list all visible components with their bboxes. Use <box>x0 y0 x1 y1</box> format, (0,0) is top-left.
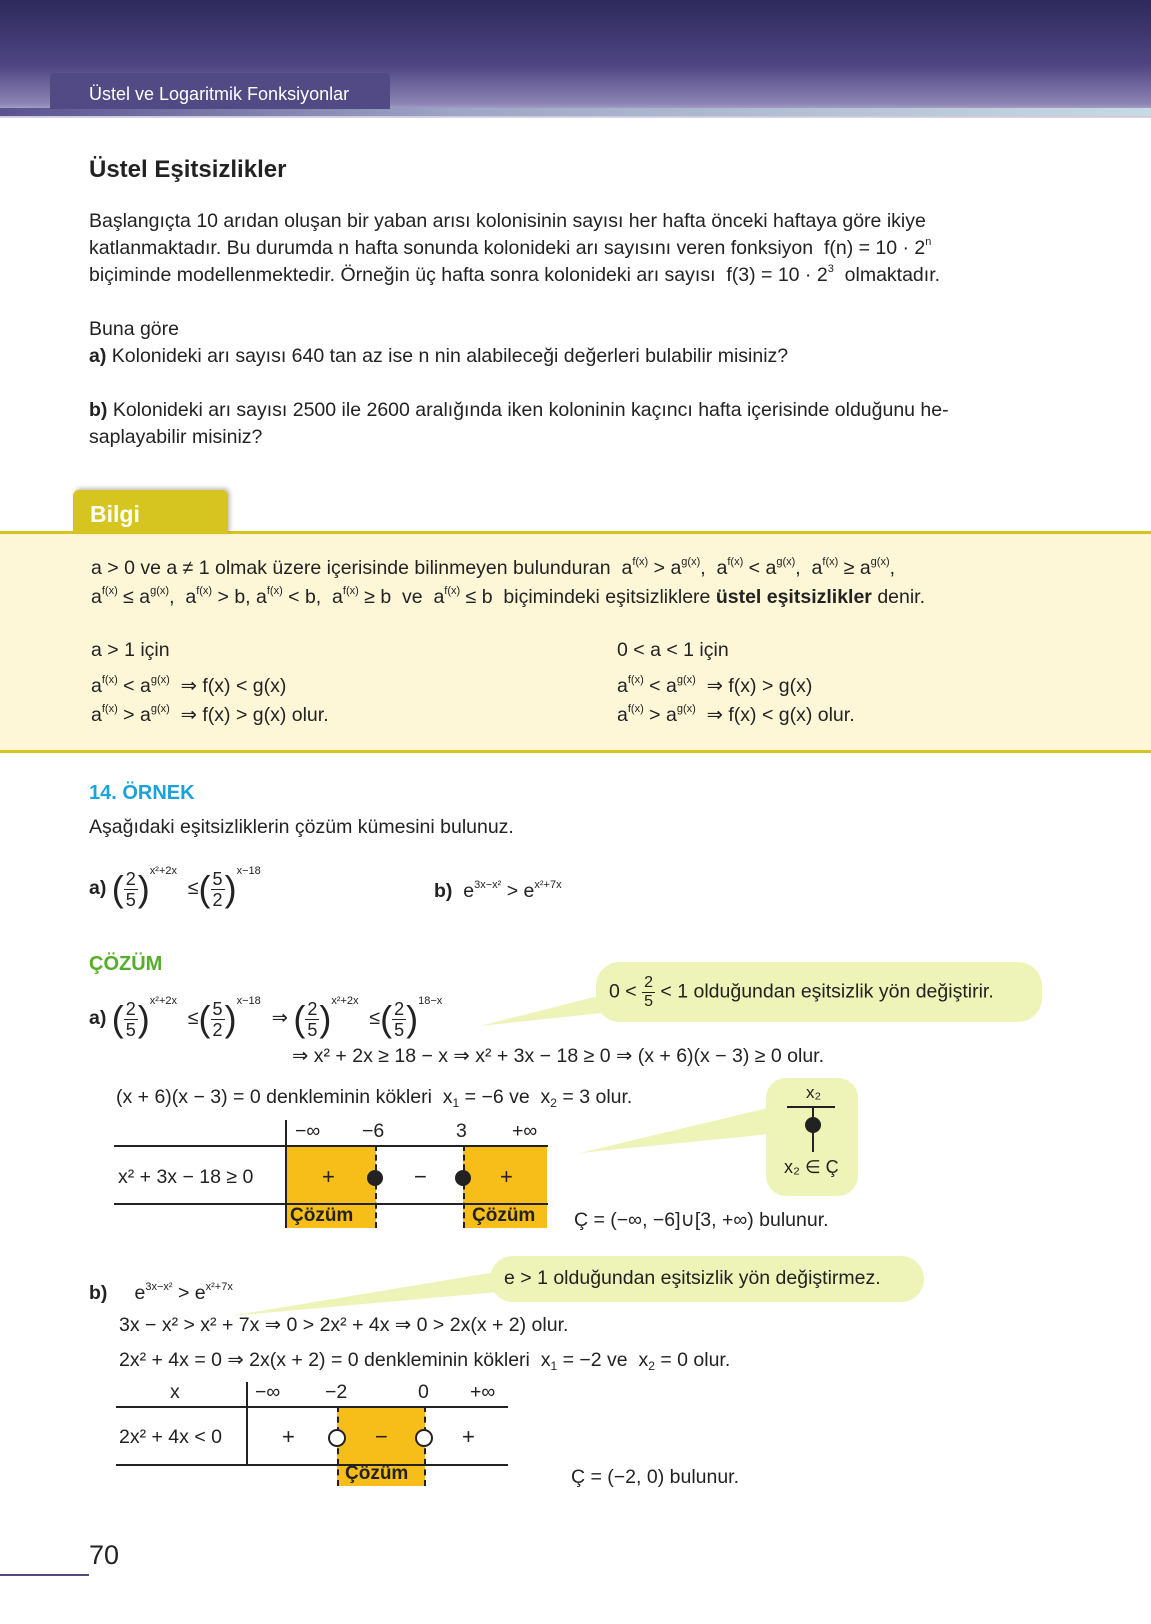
bilgi-right-r1: $a^{f(x)} < a^{g(x)}$ ⇒ f(x) > g(x) <box>617 674 813 697</box>
callout-b-text: e > 1 olduğundan eşitsizlik yön değiştirmez. <box>504 1267 881 1289</box>
solution-label: ÇÖZÜM <box>89 953 163 975</box>
bilgi-right-head: 0 < a < 1 için <box>617 639 729 661</box>
legend-pointer <box>580 1105 780 1155</box>
table-a-cozum-2: Çözüm <box>472 1205 536 1226</box>
table-b-bottom-line <box>116 1464 508 1466</box>
bilgi-left-r2: $a^{f(x)} > a^{g(x)}$ ⇒ f(x) > g(x) olur. <box>91 703 329 726</box>
result-b: Ç = (−2, 0) bulunur. <box>571 1466 740 1488</box>
solution-a-line-1: a) ( $\frac{2}{5})^{x^2+2x}$ ≤( $\frac{5}{2})^{x-18}$ ⇒ ( $\frac{2}{5})^{x^2+2x}$ ≤( $\frac{2}{5})^{18-x}$ <box>89 995 443 1040</box>
table-a-vline <box>285 1120 287 1228</box>
table-b-vline <box>246 1382 248 1466</box>
table-a-dash-1 <box>375 1145 377 1228</box>
table-a-sign-1: − <box>414 1164 427 1189</box>
question-a: a) Kolonideki arı sayısı 640 tan az ise n nin alabileceği değerleri bulabilir misiniz? <box>89 345 789 367</box>
bilgi-right-r2: $a^{f(x)} > a^{g(x)}$ ⇒ f(x) < g(x) olur. <box>617 703 855 726</box>
bilgi-line-2: $a^{f(x)} \le a^{g(x)}$, $a^{f(x)} > b$, $a^{f(x)} < b$, $a^{f(x)} \ge b$ ve $a^{f(x)} \le b$ biçimindeki eşitsizliklere üstel eşitsizlikler denir. <box>91 585 926 608</box>
solution-b-line-1: b) $e^{3x-x^2} > e^{x^2+7x}$ <box>89 1281 233 1304</box>
table-a-dot-1 <box>367 1170 383 1186</box>
bilgi-line-1: a > 0 ve a ≠ 1 olmak üzere içerisinde bilinmeyen bulunduran $a^{f(x)} > a^{g(x)}$, $a^{f(x)} < a^{g(x)}$, $a^{f(x)} \ge a^{g(x)}$, <box>91 556 896 579</box>
table-a-tick-2: 3 <box>456 1120 467 1142</box>
page-title: Üstel Eşitsizlikler <box>89 156 287 183</box>
table-a-cozum-1: Çözüm <box>290 1205 354 1226</box>
callout-a-text: 0 < $\frac{2}{5} < 1$ olduğundan eşitsizlik yön değiştirir. <box>609 974 994 1010</box>
page-number: 70 <box>89 1540 120 1570</box>
table-b-tick-3: +∞ <box>470 1381 496 1403</box>
example-a: a) ( $\frac{2}{5})^{x^2+2x}$ ≤( $\frac{5}{2})^{x-18}$ <box>89 865 261 910</box>
legend-top: x₂ <box>806 1083 822 1102</box>
question-b: b) Kolonideki arı sayısı 2500 ile 2600 aralığında iken koloninin kaçıncı hafta içerisinde olduğunu he- <box>89 399 949 421</box>
footer-line <box>0 1574 89 1576</box>
table-b-tick-2: 0 <box>418 1381 429 1403</box>
legend-dot <box>805 1117 821 1133</box>
header-strip <box>0 108 1151 116</box>
bilgi-left-r1: $a^{f(x)} < a^{g(x)}$ ⇒ f(x) < g(x) <box>91 674 287 697</box>
table-a-dot-2 <box>455 1170 471 1186</box>
table-b-row-label: 2x² + 4x < 0 <box>119 1426 222 1448</box>
example-label: 14. ÖRNEK <box>89 782 195 804</box>
intro-buna: Buna göre <box>89 318 179 340</box>
example-prompt: Aşağıdaki eşitsizliklerin çözüm kümesini bulunuz. <box>89 816 514 838</box>
table-b-sign-2: + <box>462 1424 475 1449</box>
question-b-cont: saplayabilir misiniz? <box>89 426 263 448</box>
section-title: Üstel ve Logaritmik Fonksiyonlar <box>89 84 350 104</box>
table-a-dash-2 <box>463 1145 465 1228</box>
solution-a-roots: (x + 6)(x − 3) = 0 denkleminin kökleri $x_1 = -6$ ve $x_2 = 3$ olur. <box>116 1086 633 1110</box>
solution-a-line-2: ⇒ x² + 2x ≥ 18 − x ⇒ x² + 3x − 18 ≥ 0 ⇒ (x + 6)(x − 3) ≥ 0 olur. <box>292 1045 824 1067</box>
table-a-sign-0: + <box>322 1164 335 1189</box>
table-a-tick-1: −6 <box>362 1120 385 1142</box>
table-a-top-line <box>114 1145 548 1147</box>
table-a-tick-3: +∞ <box>512 1120 538 1142</box>
table-a-row-label: x² + 3x − 18 ≥ 0 <box>118 1166 254 1188</box>
table-b-tick-1: −2 <box>325 1381 348 1403</box>
bilgi-label: Bilgi <box>90 501 140 527</box>
table-b-odot-1 <box>328 1429 346 1447</box>
table-b-cozum: Çözüm <box>345 1463 409 1484</box>
example-b: b) $e^{3x-x^2} > e^{x^2+7x}$ <box>434 879 562 902</box>
bilgi-left-head: a > 1 için <box>91 639 170 661</box>
table-b-head: x <box>170 1381 180 1403</box>
solution-b-line-2: 3x − x² > x² + 7x ⇒ 0 > 2x² + 4x ⇒ 0 > 2x(x + 2) olur. <box>119 1314 569 1336</box>
intro-line-2: katlanmaktadır. Bu durumda n hafta sonunda kolonideki arı sayısını veren fonksiyon $f(n) = 10 \cdot 2^n$ <box>89 236 932 259</box>
legend-bottom: x₂ ∈ Ç <box>784 1157 839 1177</box>
callout-b-pointer <box>230 1268 520 1318</box>
table-b-top-line <box>116 1406 508 1408</box>
table-b-sign-0: + <box>282 1424 295 1449</box>
table-b-tick-0: −∞ <box>255 1381 281 1403</box>
intro-line-1: Başlangıçta 10 arıdan oluşan bir yaban arısı kolonisinin sayısı her hafta önceki haftaya göre ikiye <box>89 210 926 232</box>
result-a: Ç = (−∞, −6]∪[3, +∞) bulunur. <box>574 1209 829 1231</box>
solution-b-roots: 2x² + 4x = 0 ⇒ 2x(x + 2) = 0 denkleminin kökleri $x_1 = -2$ ve $x_2 = 0$ olur. <box>119 1349 731 1373</box>
table-b-sign-1: − <box>375 1424 388 1449</box>
table-a-sign-2: + <box>500 1164 513 1189</box>
table-a-tick-0: −∞ <box>295 1120 321 1142</box>
legend-hline <box>787 1106 835 1108</box>
table-b-odot-2 <box>415 1429 433 1447</box>
intro-line-3: biçiminde modellenmektedir. Örneğin üç hafta sonra kolonideki arı sayısı $f(3) = 10 \cdot 2^3$ olmaktadır. <box>89 263 941 286</box>
